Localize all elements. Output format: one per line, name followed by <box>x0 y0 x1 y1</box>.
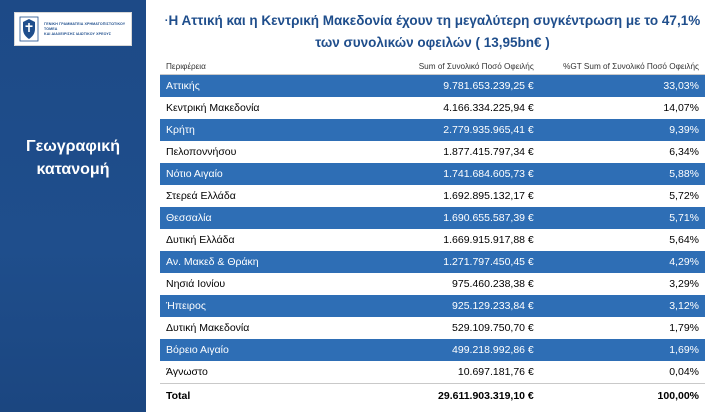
organization-logo <box>14 12 132 46</box>
table-row <box>160 251 705 273</box>
cell-percent: 4,29% <box>540 251 705 273</box>
cell-percent: 5,72% <box>540 185 705 207</box>
cell-sum: 975.460.238,38 € <box>359 273 539 295</box>
cell-percent: 5,71% <box>540 207 705 229</box>
slide-headline <box>160 10 705 53</box>
table-body <box>160 75 705 408</box>
cell-sum: 1.692.895.132,17 € <box>359 185 539 207</box>
cell-region: Δυτική Μακεδονία <box>160 317 359 339</box>
cell-region: Αττικής <box>160 75 359 98</box>
cell-region: Κεντρική Μακεδονία <box>160 97 359 119</box>
table-row <box>160 339 705 361</box>
cell-percent: 1,79% <box>540 317 705 339</box>
column-header-region: Περιφέρεια <box>160 62 359 75</box>
cell-region: Στερεά Ελλάδα <box>160 185 359 207</box>
cell-region: Άγνωστο <box>160 361 359 384</box>
cell-region: Θεσσαλία <box>160 207 359 229</box>
table-row <box>160 97 705 119</box>
left-sidebar-panel <box>0 0 146 412</box>
cell-sum: 499.218.992,86 € <box>359 339 539 361</box>
table-row <box>160 75 705 98</box>
emblem-icon <box>19 16 39 42</box>
cell-total-sum: 29.611.903.319,10 € <box>359 384 539 408</box>
cell-sum: 2.779.935.965,41 € <box>359 119 539 141</box>
panel-title-line2: κατανομή <box>36 161 110 178</box>
debt-by-region-table <box>160 62 705 407</box>
cell-percent: 0,04% <box>540 361 705 384</box>
column-header-percent: %GT Sum of Συνολικό Ποσό Οφειλής <box>540 62 705 75</box>
cell-total-percent: 100,00% <box>540 384 705 408</box>
table-row <box>160 185 705 207</box>
table-row <box>160 317 705 339</box>
cell-percent: 33,03% <box>540 75 705 98</box>
panel-title-line1: Γεωγραφική <box>26 138 120 155</box>
cell-region: Βόρειο Αιγαίο <box>160 339 359 361</box>
cell-percent: 14,07% <box>540 97 705 119</box>
cell-sum: 1.690.655.587,39 € <box>359 207 539 229</box>
cell-sum: 529.109.750,70 € <box>359 317 539 339</box>
cell-region: Κρήτη <box>160 119 359 141</box>
table-row <box>160 207 705 229</box>
cell-sum: 925.129.233,84 € <box>359 295 539 317</box>
cell-percent: 3,12% <box>540 295 705 317</box>
column-header-sum: Sum of Συνολικό Ποσό Οφειλής <box>359 62 539 75</box>
cell-percent: 9,39% <box>540 119 705 141</box>
cell-region: Νότιο Αιγαίο <box>160 163 359 185</box>
table-row <box>160 141 705 163</box>
table-row <box>160 119 705 141</box>
table-row <box>160 361 705 384</box>
debt-by-region-table-wrapper <box>160 62 705 407</box>
cell-sum: 1.271.797.450,45 € <box>359 251 539 273</box>
table-row <box>160 273 705 295</box>
cell-sum: 9.781.653.239,25 € <box>359 75 539 98</box>
cell-region: Δυτική Ελλάδα <box>160 229 359 251</box>
table-total-row <box>160 384 705 408</box>
cell-region: Αν. Μακεδ & Θράκη <box>160 251 359 273</box>
panel-title <box>0 135 146 181</box>
headline-text: Η Αττική και η Κεντρική Μακεδονία έχουν τη μεγαλύτερη συγκέντρωση με το 47,1% των συνολικών οφειλών ( 13,95bn€ ) <box>168 13 701 50</box>
table-row <box>160 229 705 251</box>
table-header-row <box>160 62 705 75</box>
cell-sum: 1.669.915.917,88 € <box>359 229 539 251</box>
organization-logo-text: ΓΕΝΙΚΗ ΓΡΑΜΜΑΤΕΙΑ ΧΡΗΜΑΤΟΠΙΣΤΩΤΙΚΟΥ ΤΟΜΕΑ ΚΑΙ ΔΙΑΧΕΙΡΙΣΗΣ ΙΔΙΩΤΙΚΟΥ ΧΡΕΟΥΣ <box>44 21 126 36</box>
cell-sum: 1.877.415.797,34 € <box>359 141 539 163</box>
cell-region: Ήπειρος <box>160 295 359 317</box>
cell-percent: 5,88% <box>540 163 705 185</box>
cell-sum: 4.166.334.225,94 € <box>359 97 539 119</box>
table-header <box>160 62 705 75</box>
headline-bullet: · <box>164 14 169 27</box>
cell-region: Πελοποννήσου <box>160 141 359 163</box>
table-row <box>160 163 705 185</box>
cell-percent: 5,64% <box>540 229 705 251</box>
cell-total-label: Total <box>160 384 359 408</box>
cell-percent: 3,29% <box>540 273 705 295</box>
cell-percent: 6,34% <box>540 141 705 163</box>
table-row <box>160 295 705 317</box>
cell-region: Νησιά Ιονίου <box>160 273 359 295</box>
cell-percent: 1,69% <box>540 339 705 361</box>
cell-sum: 10.697.181,76 € <box>359 361 539 384</box>
cell-sum: 1.741.684.605,73 € <box>359 163 539 185</box>
